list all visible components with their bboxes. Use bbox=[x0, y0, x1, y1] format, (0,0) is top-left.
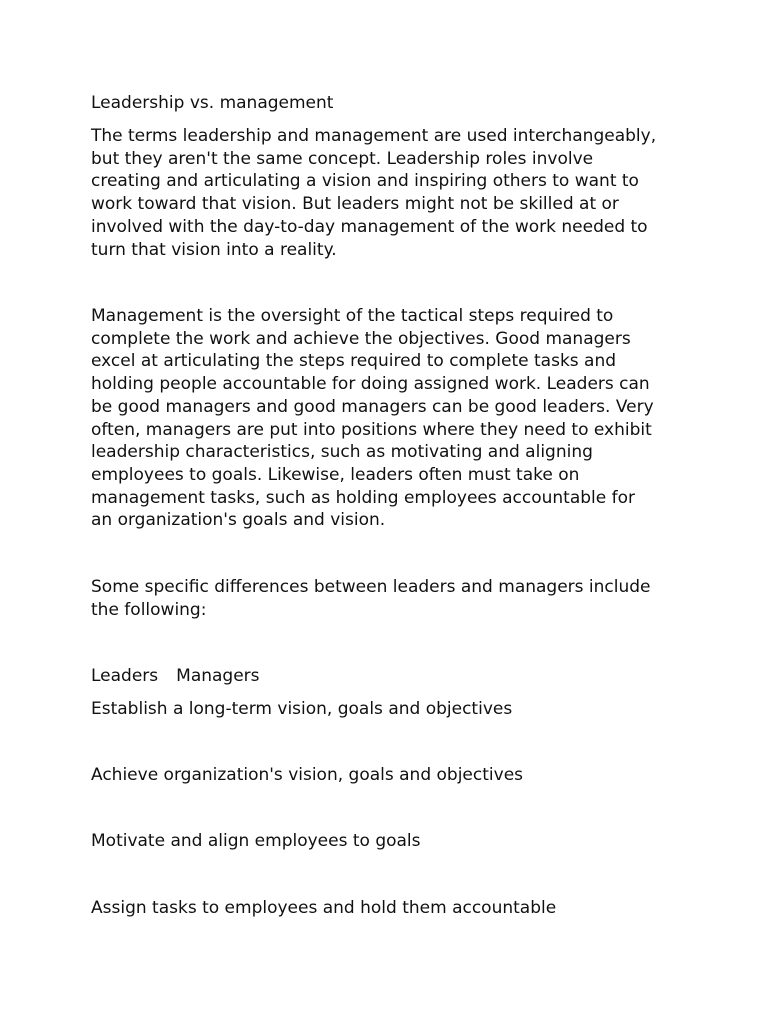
paragraph-line: holding people accountable for doing assigned work. Leaders can bbox=[91, 374, 650, 395]
paragraph-line: complete the work and achieve the objectives. Good managers bbox=[91, 328, 631, 349]
table-row: Assign tasks to employees and hold them accountable bbox=[91, 898, 557, 918]
table-header-managers: Managers bbox=[176, 666, 260, 686]
table-row: Achieve organization's vision, goals and objectives bbox=[91, 765, 524, 785]
paragraph-line: often, managers are put into positions where they need to exhibit bbox=[91, 419, 652, 440]
paragraph-line: management tasks, such as holding employees accountable for bbox=[91, 487, 636, 508]
document-title: Leadership vs. management bbox=[91, 93, 334, 113]
paragraph-intro bbox=[91, 125, 691, 261]
paragraph-line: an organization's goals and vision. bbox=[91, 510, 386, 531]
paragraph-line: leadership characteristics, such as motivating and aligning bbox=[91, 442, 593, 463]
paragraph-line: Some specific differences between leaders and managers include bbox=[91, 577, 651, 597]
paragraph-management bbox=[91, 305, 691, 532]
paragraph-line: be good managers and good managers can be good leaders. Very bbox=[91, 396, 654, 417]
paragraph-line: Management is the oversight of the tactical steps required to bbox=[91, 306, 614, 326]
paragraph-line: employees to goals. Likewise, leaders often must take on bbox=[91, 464, 580, 485]
paragraph-line: creating and articulating a vision and inspiring others to want to bbox=[91, 171, 639, 192]
table-header bbox=[91, 665, 691, 688]
paragraph-differences bbox=[91, 576, 691, 621]
table-row: Establish a long-term vision, goals and objectives bbox=[91, 699, 513, 719]
paragraph-line: involved with the day-to-day management of the work needed to bbox=[91, 216, 648, 237]
table-header-leaders: Leaders bbox=[91, 666, 159, 686]
paragraph-line: the following: bbox=[91, 599, 207, 620]
paragraph-line: work toward that vision. But leaders might not be skilled at or bbox=[91, 194, 619, 215]
paragraph-line: The terms leadership and management are used interchangeably, bbox=[91, 126, 657, 146]
paragraph-line: excel at articulating the steps required to complete tasks and bbox=[91, 351, 617, 372]
paragraph-line: turn that vision into a reality. bbox=[91, 239, 337, 260]
table-row: Motivate and align employees to goals bbox=[91, 831, 421, 851]
paragraph-line: but they aren't the same concept. Leadership roles involve bbox=[91, 148, 594, 169]
